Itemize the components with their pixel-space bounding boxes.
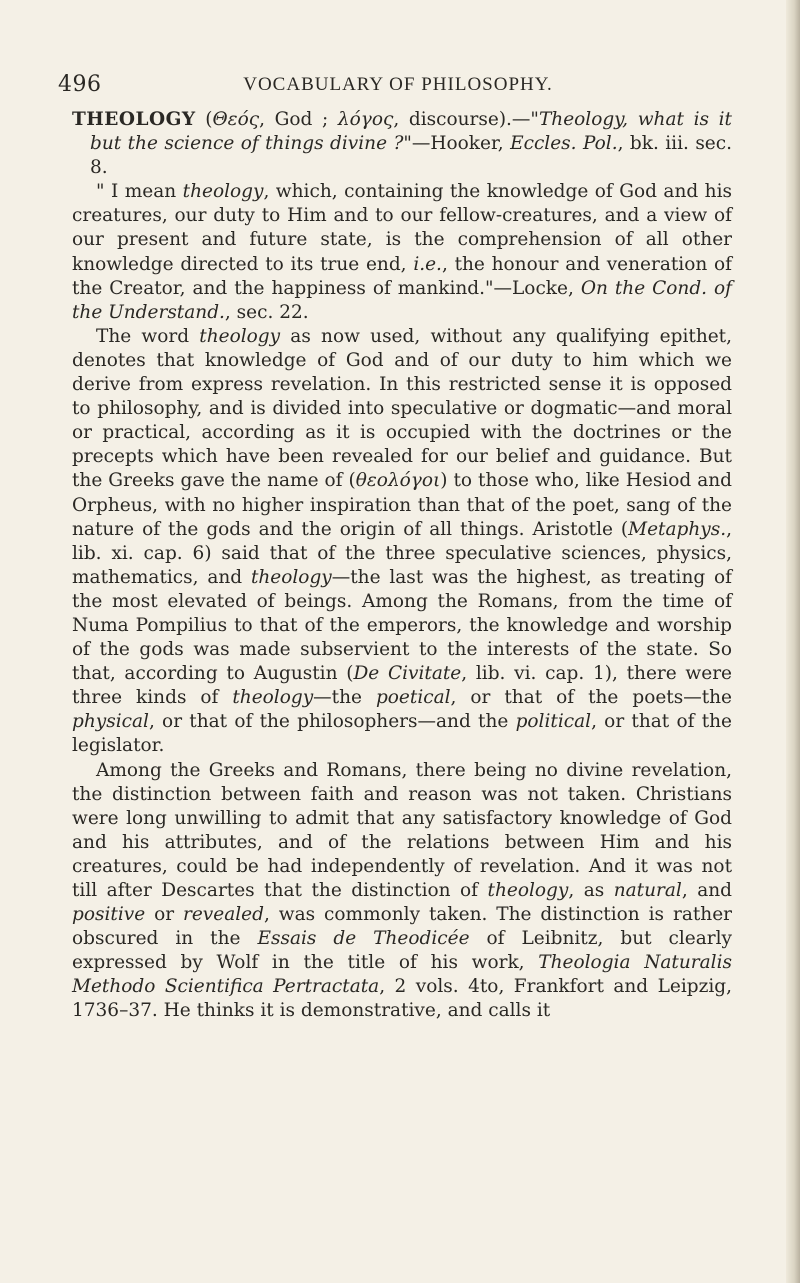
among-g: or — [145, 904, 183, 926]
among-b: theology — [487, 880, 569, 901]
among-f: positive — [72, 904, 146, 926]
running-title: VOCABULARY OF PHILOSOPHY. — [243, 74, 553, 95]
word-r: , or that of the legislator. — [72, 711, 732, 757]
word-o: physical — [72, 711, 149, 733]
locke-d: i.e. — [413, 253, 442, 275]
locke-g: , sec. 22. — [224, 301, 309, 323]
word-a: The word — [96, 325, 200, 347]
locke-a: " I mean — [96, 181, 183, 203]
word-m: poetical — [375, 687, 451, 709]
locke-b: theology — [182, 181, 264, 203]
word-d: ) to those who, like Hesiod and Orpheus, with no higher inspiration than that of the poet, sang of the nature of the gods and the origin of all things. Aristotle ( — [72, 470, 732, 540]
greek-logos: λόγος — [337, 109, 394, 130]
page-edge — [786, 0, 800, 1283]
among-j: Essais de Theodicée — [257, 928, 470, 950]
greek-theologoi: θεολόγοι — [355, 470, 441, 492]
etym-open: ( — [195, 109, 213, 130]
hooker-quote: Theology, what is it but the science of things divine ? — [90, 109, 732, 155]
locke-f: On the Cond. of the Understand. — [72, 277, 732, 323]
among-l: Theologia Naturalis Methodo Scientifica Pertractata — [72, 952, 732, 998]
entry-theology — [72, 108, 732, 180]
entry-heading: THEOLOGY — [72, 109, 196, 130]
page-header — [58, 72, 738, 102]
among-k: of Leibnitz, but clearly expressed by Wolf in the title of his work, — [72, 928, 733, 974]
paragraph-among — [72, 759, 732, 1024]
among-e: , and — [681, 880, 732, 901]
word-q: political — [515, 711, 592, 733]
hooker-cite-post: , bk. iii. sec. 8. — [90, 133, 732, 179]
word-c: as now used, without any qualifying epithet, denotes that knowledge of God and of our duty to him which we derive from express revelation. In this restricted sense it is opposed to philosophy, and is divided into speculative or dogmatic—and moral or practical, according as it is occupied with the doctrines or the precepts which have been revealed for our belief and guidance. But the Greeks gave the name of ( — [72, 325, 732, 492]
word-h: —the last was the highest, as treating of the most elevated of beings. Among the Romans, from the time of Numa Pompilius to that of the emperors, the knowledge and worship of the gods was made subservient to the interests of the state. So that, according to Augustin ( — [72, 566, 732, 685]
word-k: theology — [232, 687, 314, 709]
body-text — [72, 108, 732, 1024]
among-c: , as — [568, 880, 614, 901]
among-m: , 2 vols. 4to, Frankfort and Leipzig, 1736–37. He thinks it is demonstrative, and calls it — [72, 976, 732, 1022]
among-i: , was commonly taken. The distinction is rather obscured in the — [72, 904, 732, 950]
word-j: , lib. vi. cap. 1), there were three kinds of — [72, 663, 732, 709]
word-f: , lib. xi. cap. 6) said that of the three speculative sciences, physics, mathematics, and — [72, 518, 732, 588]
page-number: 496 — [58, 72, 102, 97]
among-d: natural — [613, 880, 682, 901]
among-h: revealed — [183, 904, 264, 926]
paragraph-word — [72, 325, 732, 759]
word-n: , or that of the poets—the — [450, 687, 733, 709]
locke-c: , which, containing the knowledge of God and his creatures, our duty to Him and to our fellow-creatures, and a view of our present and future state, is the comprehension of all other knowledge directed to its true end, — [72, 181, 732, 275]
word-l: —the — [313, 687, 376, 709]
word-p: , or that of the philosophers—and the — [148, 711, 516, 733]
among-a: Among the Greeks and Romans, there being no divine revelation, the distinction between faith and reason was not taken. Christians were long unwilling to admit that any satisfactory knowledge of God and his attributes, and of the relations between Him and his creatures, could be had independently of revelation. And it was not till after Descartes that the distinction of — [72, 759, 732, 901]
etym-god: , God ; — [259, 109, 338, 130]
word-g: theology — [250, 566, 332, 588]
hooker-work: Eccles. Pol. — [510, 133, 618, 155]
etym-discourse: , discourse).—" — [393, 109, 539, 130]
paragraph-locke — [72, 180, 732, 325]
hooker-cite-pre: "—Hooker, — [403, 133, 511, 155]
word-i: De Civitate — [353, 663, 462, 685]
word-b: theology — [199, 325, 281, 347]
greek-theos: Θεός — [212, 109, 260, 130]
word-e: Metaphys. — [628, 518, 727, 540]
locke-e: , the honour and veneration of the Creator, and the happiness of mankind."—Locke, — [72, 253, 732, 299]
